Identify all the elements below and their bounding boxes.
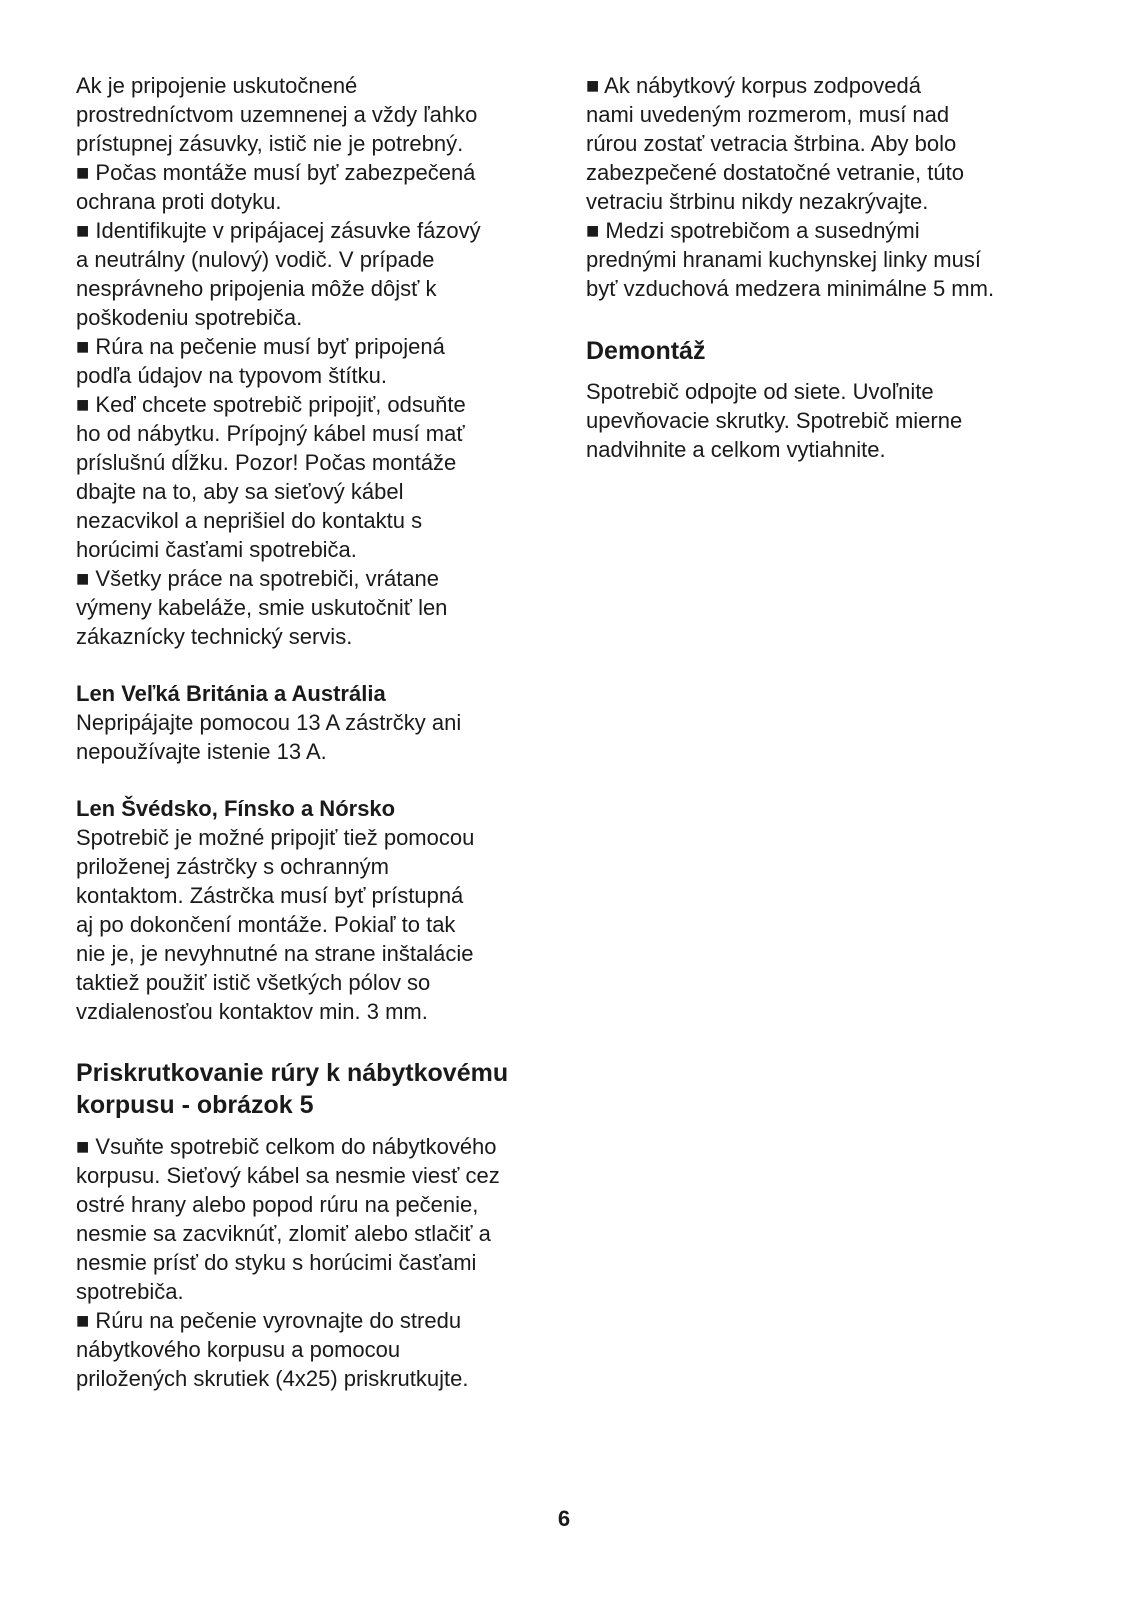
right-column [586, 71, 1056, 464]
text-line: výmeny kabeláže, smie uskutočniť len [76, 595, 448, 620]
spacer [76, 651, 556, 679]
text-line: kontaktom. Zástrčka musí byť prístupná [76, 883, 464, 908]
ventilation-instructions [586, 71, 1056, 303]
text-line: ho od nábytku. Prípojný kábel musí mať [76, 421, 465, 446]
text-line: prostredníctvom uzemnenej a vždy ľahko [76, 102, 478, 127]
spacer [76, 1121, 556, 1132]
text-line: rúrou zostať vetracia štrbina. Aby bolo [586, 131, 957, 156]
text-line: nie je, je nevyhnutné na strane inštalácie [76, 941, 474, 966]
text-line: ■ Identifikujte v pripájacej zásuvke fázový [76, 218, 481, 243]
text-line: priloženej zástrčky s ochranným [76, 854, 390, 879]
text-line: nadvihnite a celkom vytiahnite. [586, 437, 886, 462]
text-line: ostré hrany alebo popod rúru na pečenie, [76, 1192, 479, 1217]
removal-section [586, 335, 1056, 464]
text-line: ■ Ak nábytkový korpus zodpovedá [586, 73, 921, 98]
nordic-note [76, 794, 556, 1026]
text-line: Spotrebič odpojte od siete. Uvoľnite [586, 379, 934, 404]
text-line: nezacvikol a neprišiel do kontaktu s [76, 508, 423, 533]
text-line: priložených skrutiek (4x25) priskrutkujte. [76, 1366, 469, 1391]
uk-australia-heading: Len Veľká Británia a Austrália [76, 681, 386, 706]
text-line: nami uvedeným rozmerom, musí nad [586, 102, 950, 127]
text-line: ■ Rúru na pečenie vyrovnajte do stredu [76, 1308, 462, 1333]
text-line: ■ Všetky práce na spotrebiči, vrátane [76, 566, 440, 591]
spacer [76, 1026, 556, 1057]
text-line: dbajte na to, aby sa sieťový kábel [76, 479, 404, 504]
uk-australia-note [76, 679, 556, 766]
text-line: upevňovacie skrutky. Spotrebič mierne [586, 408, 963, 433]
text-line: nepoužívajte istenie 13 A. [76, 739, 327, 764]
text-line: spotrebiča. [76, 1279, 184, 1304]
text-line: podľa údajov na typovom štítku. [76, 363, 387, 388]
text-line: Spotrebič je možné pripojiť tiež pomocou [76, 825, 475, 850]
text-line: ■ Vsuňte spotrebič celkom do nábytkového [76, 1134, 497, 1159]
nordic-heading: Len Švédsko, Fínsko a Nórsko [76, 796, 396, 821]
text-line: nesmie sa zacviknúť, zlomiť alebo stlačiť a [76, 1221, 491, 1246]
text-line: horúcimi časťami spotrebiča. [76, 537, 357, 562]
section-title: Priskrutkovanie rúry k nábytkovému [76, 1059, 509, 1087]
text-line: vzdialenosťou kontaktov min. 3 mm. [76, 999, 428, 1024]
spacer [586, 367, 1056, 377]
text-line: Nepripájajte pomocou 13 A zástrčky ani [76, 710, 462, 735]
section-title: korpusu - obrázok 5 [76, 1091, 314, 1119]
text-line: ■ Medzi spotrebičom a susednými [586, 218, 920, 243]
mounting-section [76, 1057, 556, 1393]
text-line: nábytkového korpusu a pomocou [76, 1337, 401, 1362]
left-column [76, 71, 556, 1393]
text-line: Ak je pripojenie uskutočnené [76, 73, 358, 98]
spacer [586, 303, 1056, 335]
text-line: nesmie prísť do styku s horúcimi časťami [76, 1250, 477, 1275]
text-line: taktiež použiť istič všetkých pólov so [76, 970, 431, 995]
text-line: zabezpečené dostatočné vetranie, túto [586, 160, 964, 185]
text-line: ochrana proti dotyku. [76, 189, 282, 214]
text-line: a neutrálny (nulový) vodič. V prípade [76, 247, 435, 272]
text-line: ■ Rúra na pečenie musí byť pripojená [76, 334, 445, 359]
text-line: ■ Keď chcete spotrebič pripojiť, odsuňte [76, 392, 466, 417]
text-line: prístupnej zásuvky, istič nie je potrebný. [76, 131, 464, 156]
text-line: byť vzduchová medzera minimálne 5 mm. [586, 276, 995, 301]
text-line: zákaznícky technický servis. [76, 624, 353, 649]
text-line: ■ Počas montáže musí byť zabezpečená [76, 160, 476, 185]
text-line: nesprávneho pripojenia môže dôjsť k [76, 276, 437, 301]
text-line: korpusu. Sieťový kábel sa nesmie viesť cez [76, 1163, 500, 1188]
text-line: príslušnú dĺžku. Pozor! Počas montáže [76, 450, 457, 475]
text-line: aj po dokončení montáže. Pokiaľ to tak [76, 912, 456, 937]
connection-instructions [76, 71, 556, 651]
spacer [76, 766, 556, 794]
text-line: prednými hranami kuchynskej linky musí [586, 247, 981, 272]
page-number: 6 [557, 1506, 571, 1531]
text-line: vetraciu štrbinu nikdy nezakrývajte. [586, 189, 929, 214]
section-title: Demontáž [586, 337, 706, 365]
text-line: poškodeniu spotrebiča. [76, 305, 303, 330]
